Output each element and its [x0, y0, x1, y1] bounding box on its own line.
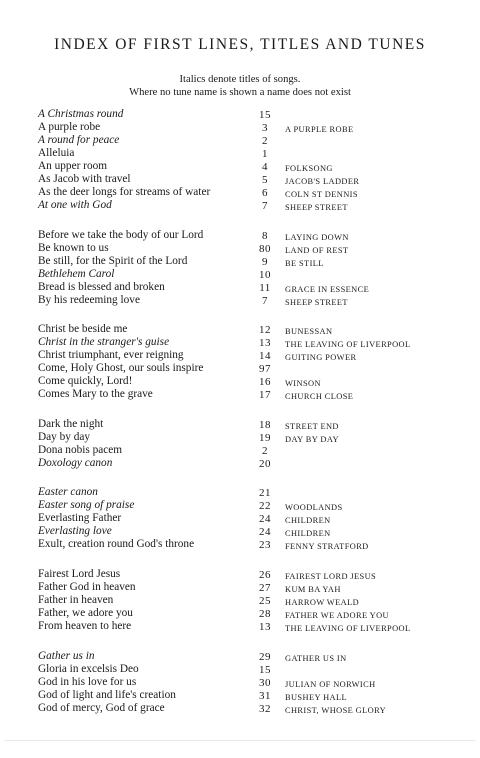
index-entry — [38, 538, 468, 551]
page-bottom-rule — [4, 740, 476, 741]
song-title: Easter canon — [38, 486, 98, 499]
tune-name: BE STILL — [285, 258, 324, 268]
index-entry — [38, 108, 468, 121]
tune-name-note: Where no tune name is shown a name does not exist — [129, 87, 351, 98]
first-line: Gloria in excelsis Deo — [38, 662, 139, 675]
index-entry — [38, 199, 468, 212]
index-entry — [38, 349, 468, 362]
tune-name: DAY BY DAY — [285, 434, 339, 444]
first-line: Exult, creation round God's throne — [38, 538, 195, 551]
song-number: 9 — [262, 255, 268, 268]
first-line: Father God in heaven — [38, 580, 136, 593]
tune-name: JACOB'S LADDER — [285, 177, 360, 186]
index-entry — [38, 620, 468, 633]
song-number: 1 — [262, 148, 268, 160]
first-line: Father in heaven — [38, 593, 114, 606]
tune-name: FAIREST LORD JESUS — [285, 571, 377, 581]
index-entry — [38, 457, 468, 470]
index-entry — [38, 676, 468, 689]
song-number: 12 — [259, 324, 271, 337]
song-number: 20 — [259, 457, 271, 470]
song-title: Gather us in — [38, 649, 95, 662]
first-line: God in his love for us — [38, 675, 137, 688]
index-entry — [38, 268, 468, 281]
song-number: 23 — [259, 539, 271, 552]
tune-name: BUSHEY HALL — [285, 692, 348, 702]
tune-name: FENNY STRATFORD — [285, 542, 369, 552]
first-line: As Jacob with travel — [38, 173, 131, 185]
index-entry — [38, 362, 468, 375]
first-line: Alleluia — [38, 147, 75, 159]
song-title: At one with God — [38, 199, 112, 211]
song-number: 21 — [259, 487, 271, 500]
first-line: From heaven to here — [38, 619, 132, 632]
index-entry — [38, 255, 468, 268]
first-line: Dona nobis pacem — [38, 443, 123, 456]
tune-name: STREET END — [285, 421, 339, 431]
index-entry — [38, 281, 468, 294]
page-title: INDEX OF FIRST LINES, TITLES AND TUNES — [54, 36, 426, 53]
index-entry — [38, 173, 468, 186]
song-number: 10 — [259, 268, 271, 281]
tune-name: LAYING DOWN — [285, 232, 349, 242]
tune-name: FATHER WE ADORE YOU — [285, 610, 389, 620]
song-number: 27 — [259, 581, 271, 594]
index-list — [38, 108, 468, 731]
tune-name: GUITING POWER — [285, 353, 357, 363]
first-line: God of light and life's creation — [38, 688, 176, 701]
song-title: Bethlehem Carol — [38, 267, 115, 280]
index-entry — [38, 431, 468, 444]
index-group — [38, 108, 468, 212]
song-number: 14 — [259, 350, 271, 363]
tune-name: GATHER US IN — [285, 653, 347, 663]
song-number: 13 — [259, 337, 271, 350]
first-line: Bread is blessed and broken — [38, 280, 165, 293]
first-line: Before we take the body of our Lord — [38, 228, 204, 241]
index-entry — [38, 499, 468, 512]
tune-name: GRACE IN ESSENCE — [285, 284, 370, 294]
song-title: A Christmas round — [38, 108, 124, 120]
first-line: Fairest Lord Jesus — [38, 567, 121, 580]
song-number: 29 — [259, 650, 271, 663]
first-line: Be still, for the Spirit of the Lord — [38, 254, 188, 267]
index-entry — [38, 186, 468, 199]
song-number: 25 — [259, 594, 271, 607]
tune-name: THE LEAVING OF LIVERPOOL — [285, 623, 411, 633]
song-number: 17 — [259, 389, 271, 402]
index-entry — [38, 418, 468, 431]
song-number: 11 — [259, 281, 271, 294]
index-entry — [38, 229, 468, 242]
index-entry — [38, 294, 468, 307]
tune-name: CHILDREN — [285, 529, 331, 539]
first-line: Day by day — [38, 430, 91, 443]
index-group — [38, 418, 468, 470]
first-line: God of mercy, God of grace — [38, 701, 165, 714]
index-group — [38, 650, 468, 715]
index-group — [38, 568, 468, 633]
tune-name: THE LEAVING OF LIVERPOOL — [285, 340, 411, 350]
index-entry — [38, 134, 468, 147]
tune-name: WOODLANDS — [285, 503, 343, 513]
first-line: Dark the night — [38, 417, 104, 430]
tune-name: BUNESSAN — [285, 327, 333, 337]
first-line: Christ be beside me — [38, 323, 128, 336]
song-title: A round for peace — [38, 134, 120, 146]
italics-note: Italics denote titles of songs. — [179, 74, 301, 85]
song-number: 2 — [262, 135, 268, 147]
song-number: 8 — [262, 229, 268, 242]
tune-name: HARROW WEALD — [285, 597, 360, 607]
tune-name: FOLKSONG — [285, 164, 333, 173]
index-entry — [38, 323, 468, 336]
first-line: Be known to us — [38, 241, 109, 254]
tune-name: SHEEP STREET — [285, 203, 348, 212]
song-title: Easter song of praise — [38, 499, 135, 512]
index-entry — [38, 581, 468, 594]
index-entry — [38, 444, 468, 457]
song-number: 30 — [259, 676, 271, 689]
song-number: 80 — [259, 242, 271, 255]
tune-name: JULIAN OF NORWICH — [285, 679, 376, 689]
first-line: Come quickly, Lord! — [38, 375, 133, 388]
index-entry — [38, 702, 468, 715]
song-number: 4 — [262, 161, 268, 173]
song-number: 6 — [262, 187, 268, 199]
first-line: A purple robe — [38, 121, 101, 133]
song-number: 7 — [262, 200, 268, 212]
song-number: 5 — [262, 174, 268, 186]
first-line: An upper room — [38, 160, 108, 172]
index-entry — [38, 388, 468, 401]
tune-name: CHRIST, WHOSE GLORY — [285, 705, 387, 715]
index-entry — [38, 336, 468, 349]
song-number: 28 — [259, 607, 271, 620]
first-line: As the deer longs for streams of water — [38, 186, 211, 198]
first-line: By his redeeming love — [38, 293, 140, 306]
tune-name: KUM BA YAH — [285, 584, 341, 594]
index-entry — [38, 568, 468, 581]
song-number: 26 — [259, 568, 271, 581]
index-entry — [38, 512, 468, 525]
index-entry — [38, 663, 468, 676]
index-entry — [38, 607, 468, 620]
first-line: Christ triumphant, ever reigning — [38, 349, 184, 362]
tune-name: WINSON — [285, 379, 321, 389]
song-number: 18 — [259, 418, 271, 431]
index-group — [38, 323, 468, 401]
song-number: 22 — [259, 500, 271, 513]
tune-name: SHEEP STREET — [285, 297, 348, 307]
song-number: 7 — [262, 294, 268, 307]
song-number: 31 — [259, 689, 271, 702]
index-entry — [38, 650, 468, 663]
song-number: 32 — [259, 702, 271, 715]
song-number: 97 — [259, 363, 271, 376]
index-entry — [38, 375, 468, 388]
tune-name: LAND OF REST — [285, 245, 349, 255]
first-line: Father, we adore you — [38, 606, 133, 619]
tune-name: A PURPLE ROBE — [285, 125, 354, 134]
song-number: 2 — [262, 444, 268, 457]
song-title: Doxology canon — [38, 456, 113, 469]
song-number: 15 — [259, 663, 271, 676]
first-line: Everlasting Father — [38, 512, 122, 525]
song-number: 15 — [259, 109, 271, 121]
index-entry — [38, 147, 468, 160]
index-group — [38, 486, 468, 551]
index-entry — [38, 486, 468, 499]
index-entry — [38, 121, 468, 134]
first-line: Come, Holy Ghost, our souls inspire — [38, 362, 204, 375]
song-number: 19 — [259, 431, 271, 444]
index-entry — [38, 594, 468, 607]
index-entry — [38, 689, 468, 702]
tune-name: CHURCH CLOSE — [285, 392, 354, 402]
song-title: Christ in the stranger's guise — [38, 336, 170, 349]
song-number: 24 — [259, 513, 271, 526]
song-number: 24 — [259, 526, 271, 539]
song-number: 13 — [259, 620, 271, 633]
index-group — [38, 229, 468, 307]
first-line: Comes Mary to the grave — [38, 388, 153, 401]
tune-name: CHILDREN — [285, 516, 331, 526]
index-entry — [38, 242, 468, 255]
song-number: 3 — [262, 122, 268, 134]
tune-name: COLN ST DENNIS — [285, 190, 358, 199]
song-title: Everlasting love — [38, 525, 112, 538]
index-entry — [38, 525, 468, 538]
index-entry — [38, 160, 468, 173]
song-number: 16 — [259, 376, 271, 389]
